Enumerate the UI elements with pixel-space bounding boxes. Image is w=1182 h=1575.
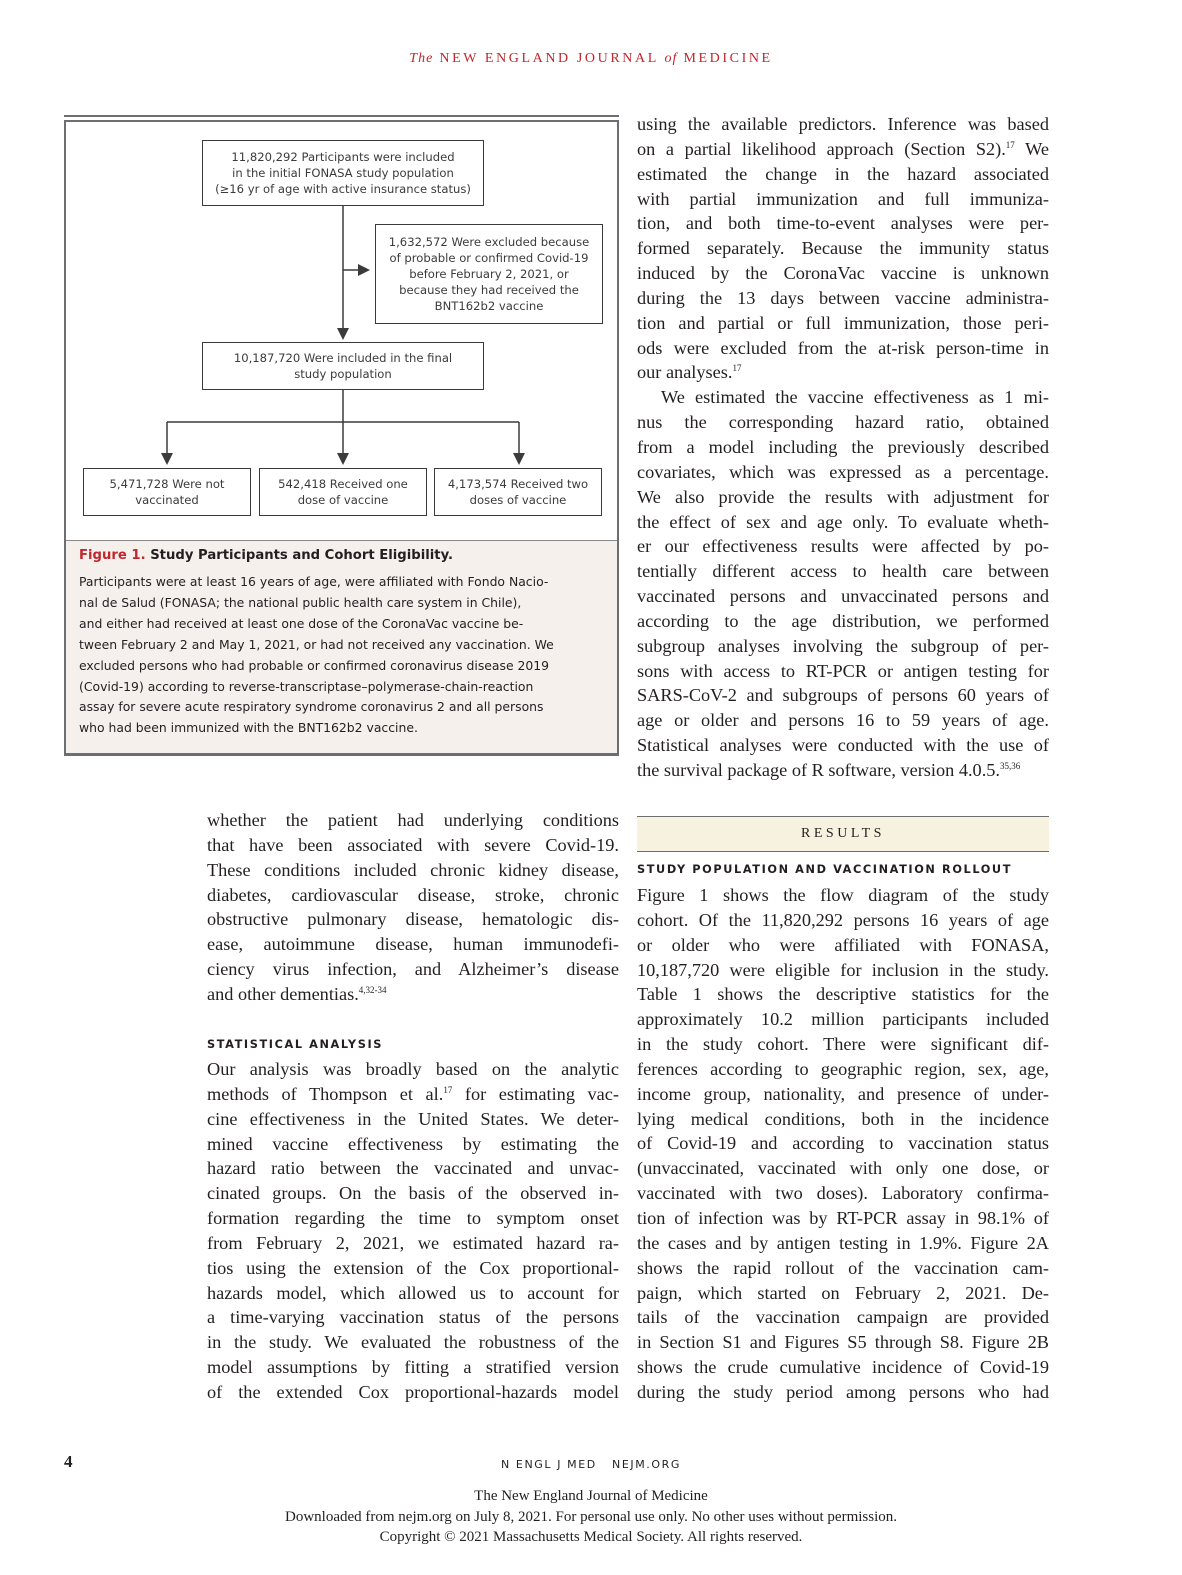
text-line: using the available predictors. Inference was based: [637, 114, 1049, 134]
text-line: with partial immunization and full immuniza-: [637, 188, 1049, 209]
figure-1: [64, 120, 619, 754]
section-heading-statistical-analysis: STATISTICAL ANALYSIS: [207, 1038, 383, 1051]
text-line: during the 13 days between vaccine administra-: [637, 287, 1049, 308]
text-line: sons with access to RT-PCR or antigen testing for: [637, 660, 1049, 681]
text-line: on a partial likelihood approach (Section S2).$^{17}$ We: [637, 138, 1049, 159]
text-line: methods of Thompson et al.$^{17}$ for estimating vac-: [207, 1083, 619, 1104]
running-head-of: of: [664, 51, 678, 66]
text-line: These conditions included chronic kidney disease,: [207, 859, 619, 880]
text-line: formed separately. Because the immunity status: [637, 238, 1049, 259]
notice-line: Copyright © 2021 Massachusetts Medical Society. All rights reserved.: [379, 1529, 803, 1545]
box-not-vaccinated: 5,471,728 Were not vaccinated: [83, 468, 251, 516]
text-line: covariates, which was expressed as a percentage.: [637, 461, 1049, 482]
box-excluded: 1,632,572 Were excluded because of probable or confirmed Covid-19 before February 2, 2021, or because they had received the BNT162b2 vaccine: [375, 224, 603, 324]
text-line: in the study. We evaluated the robustness of the: [207, 1332, 619, 1353]
figure-label: Figure 1.: [79, 548, 146, 563]
caption-line: tween February 2 and May 1, 2021, or had not received any vaccination. We: [79, 636, 554, 652]
text-line: ease, autoimmune disease, human immunodefi-: [207, 934, 619, 955]
text-line: of the extended Cox proportional-hazards model: [207, 1381, 619, 1402]
text-line: cine effectiveness in the United States. We deter-: [207, 1108, 619, 1129]
text-line: according to the age distribution, we performed: [637, 610, 1049, 631]
results-section-bar: RESULTS: [637, 816, 1049, 852]
journal-abbrev: N ENGL J MED: [500, 1458, 597, 1471]
text-line: hazards model, which allowed us to account for: [207, 1282, 619, 1303]
text-line: tentially different access to health care between: [637, 561, 1049, 582]
box-initial-population: 11,820,292 Participants were included in the initial FONASA study population (≥16 yr of age with active insurance status): [202, 140, 484, 206]
text-line: hazard ratio between the vaccinated and unvac-: [207, 1158, 619, 1179]
running-head-suffix: MEDICINE: [683, 51, 773, 66]
section-heading-study-population: STUDY POPULATION AND VACCINATION ROLLOUT: [637, 863, 1012, 876]
text-line: subgroup analyses involving the subgroup of per-: [637, 635, 1049, 656]
running-head: [0, 51, 1182, 67]
text-line: (unvaccinated, vaccinated with only one dose, or: [637, 1158, 1049, 1179]
text-line: vaccinated with two doses). Laboratory confirma-: [637, 1183, 1049, 1204]
caption-line: Participants were at least 16 years of age, were affiliated with Fondo Nacio-: [79, 574, 549, 589]
figure-title: Study Participants and Cohort Eligibility.: [150, 548, 453, 563]
text-line: lying medical conditions, both in the incidence: [637, 1108, 1049, 1129]
text-line: tails of the vaccination campaign are provided: [637, 1307, 1049, 1328]
text-line: or older who were affiliated with FONASA,: [637, 934, 1049, 955]
page-number: 4: [64, 1452, 73, 1471]
caption-line: nal de Salud (FONASA; the national public health care system in Chile),: [79, 594, 522, 610]
caption-line: and either had received at least one dose of the CoronaVac vaccine be-: [79, 615, 524, 631]
results-text: [637, 883, 1049, 1405]
text-line: We estimated the vaccine effectiveness as 1 mi-: [661, 387, 1049, 408]
text-line: tion and partial or full immunization, those peri-: [637, 312, 1049, 333]
footer-journal: [0, 1458, 1182, 1471]
text-line: whether the patient had underlying conditions: [207, 810, 619, 830]
notice-line: The New England Journal of Medicine: [474, 1488, 708, 1504]
caption-line: assay for severe acute respiratory syndrome coronavirus 2 and all persons: [79, 699, 544, 715]
text-line: tion, and both time-to-event analyses were per-: [637, 213, 1049, 234]
box-one-dose: 542,418 Received one dose of vaccine: [259, 468, 427, 516]
caption-line: who had been immunized with the BNT162b2 vaccine.: [79, 720, 418, 736]
text-line: ciency virus infection, and Alzheimer’s disease: [207, 959, 619, 980]
text-line: a time-varying vaccination status of the persons: [207, 1307, 619, 1328]
figure-top-rule: [64, 115, 619, 117]
figure-caption-title: [79, 548, 453, 563]
text-line: Table 1 shows the descriptive statistics for the: [637, 984, 1049, 1005]
text-line: the survival package of R software, version 4.0.5.$^{35,36}$: [637, 759, 1021, 780]
text-line: paign, which started on February 2, 2021. De-: [637, 1282, 1049, 1303]
text-line: ods were excluded from the at-risk person-time in: [637, 337, 1049, 358]
text-line: formation regarding the time to symptom onset: [207, 1208, 619, 1229]
text-line: age or older and persons 16 to 59 years of age.: [637, 710, 1049, 731]
text-line: model assumptions by fitting a stratified version: [207, 1357, 619, 1378]
text-line: mined vaccine effectiveness by estimating the: [207, 1133, 619, 1154]
text-line: approximately 10.2 million participants included: [637, 1009, 1049, 1030]
text-line: SARS-CoV-2 and subgroups of persons 60 years of: [637, 685, 1049, 706]
right-column-top: [637, 112, 1049, 783]
text-line: Figure 1 shows the flow diagram of the study: [637, 885, 1049, 905]
text-line: from a model including the previously described: [637, 436, 1049, 457]
text-line: Our analysis was broadly based on the analytic: [207, 1059, 619, 1079]
box-final-population: 10,187,720 Were included in the final study population: [202, 342, 484, 390]
text-line: tios using the extension of the Cox proportional-: [207, 1257, 619, 1278]
text-line: the effect of sex and age only. To evaluate wheth-: [637, 511, 1049, 532]
text-line: estimated the change in the hazard associated: [637, 163, 1049, 184]
text-line: diabetes, cardiovascular disease, stroke, chronic: [207, 884, 619, 905]
journal-site: NEJM.ORG: [611, 1458, 682, 1471]
text-line: shows the rapid rollout of the vaccination cam-: [637, 1257, 1049, 1278]
caption-line: excluded persons who had probable or confirmed coronavirus disease 2019: [79, 657, 550, 673]
text-line: our analyses.$^{17}$: [637, 362, 742, 383]
text-line: the cases and by antigen testing in 1.9%. Figure 2A: [637, 1232, 1049, 1253]
text-line: obstructive pulmonary disease, hematologic dis-: [207, 909, 619, 930]
text-line: tion of infection was by RT-PCR assay in 98.1% of: [637, 1207, 1049, 1228]
box-two-doses: 4,173,574 Received two doses of vaccine: [434, 468, 602, 516]
text-line: nus the corresponding hazard ratio, obtained: [637, 412, 1049, 433]
text-line: Statistical analyses were conducted with the use of: [637, 735, 1049, 756]
text-line: induced by the CoronaVac vaccine is unknown: [637, 263, 1049, 284]
statistical-analysis-text: [207, 1057, 619, 1405]
text-line: vaccinated persons and unvaccinated persons and: [637, 586, 1049, 607]
text-line: during the study period among persons who had: [637, 1381, 1049, 1402]
text-line: cohort. Of the 11,820,292 persons 16 years of age: [637, 909, 1049, 930]
text-line: We also provide the results with adjustment for: [637, 486, 1049, 507]
text-line: er our effectiveness results were affected by po-: [637, 536, 1049, 557]
text-line: and other dementias.$^{4,32-34}$: [207, 983, 387, 1004]
text-line: 10,187,720 were eligible for inclusion in the study.: [637, 959, 1049, 980]
running-head-prefix: The: [409, 51, 434, 66]
text-line: ferences according to geographic region, sex, age,: [637, 1058, 1049, 1079]
running-head-journal: NEW ENGLAND JOURNAL: [439, 51, 659, 66]
text-line: of Covid-19 and according to vaccination status: [637, 1133, 1049, 1154]
left-column-bottom: [207, 808, 619, 1007]
figure-caption-body: [79, 572, 607, 739]
text-line: in the study cohort. There were significant dif-: [637, 1034, 1049, 1055]
text-line: in Section S1 and Figures S5 through S8. Figure 2B: [637, 1332, 1049, 1353]
download-notice: [0, 1486, 1182, 1548]
text-line: cinated groups. On the basis of the observed in-: [207, 1183, 619, 1204]
text-line: from February 2, 2021, we estimated hazard ra-: [207, 1232, 619, 1253]
text-line: that have been associated with severe Covid-19.: [207, 834, 619, 855]
text-line: shows the crude cumulative incidence of Covid-19: [637, 1357, 1049, 1378]
caption-line: (Covid-19) according to reverse-transcriptase–polymerase-chain-reaction: [79, 678, 534, 694]
text-line: income group, nationality, and presence of under-: [637, 1083, 1049, 1104]
figure-bottom-rule: [64, 754, 619, 756]
notice-line: Downloaded from nejm.org on July 8, 2021. For personal use only. No other uses without permission.: [284, 1508, 898, 1525]
